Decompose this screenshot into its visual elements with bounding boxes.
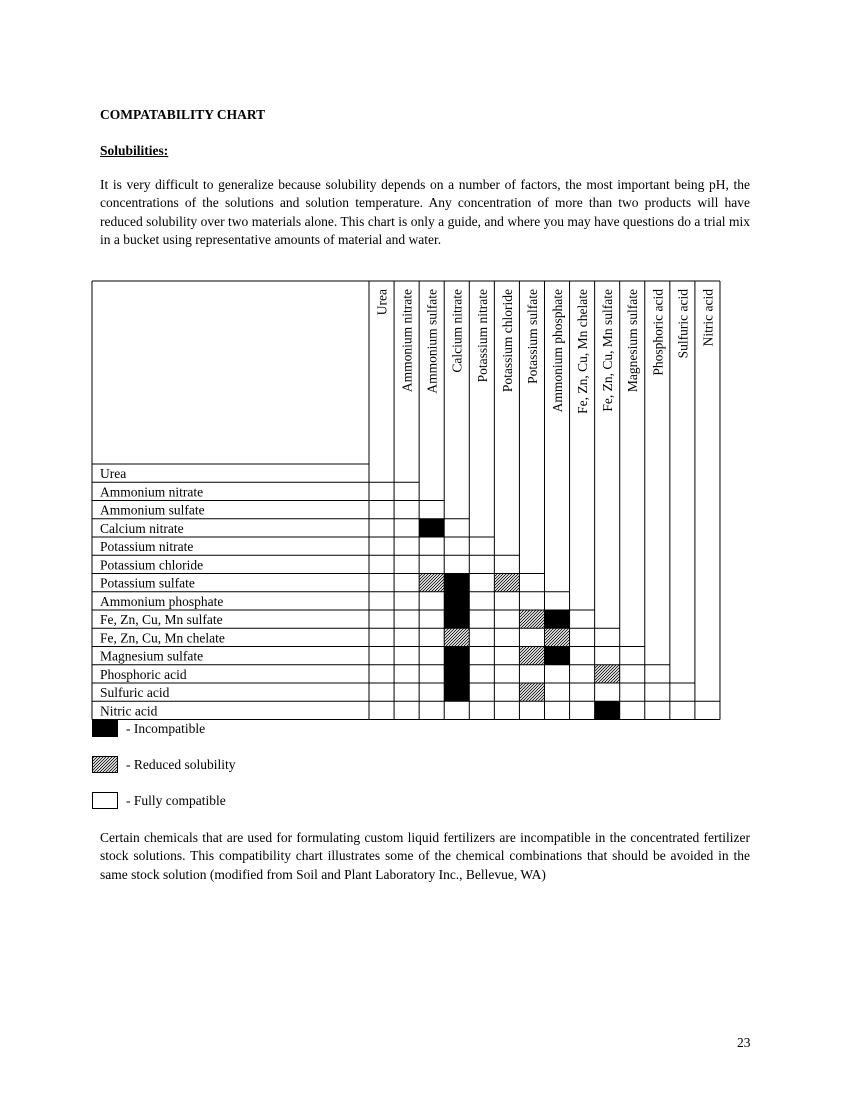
row-label: Ammonium phosphate <box>100 593 224 609</box>
reduced-cell <box>595 665 620 683</box>
column-label: Potassium chloride <box>499 289 515 393</box>
page-number: 23 <box>737 1035 751 1050</box>
legend-reduced-label: - Reduced solubility <box>126 757 236 772</box>
incompatible-cell <box>544 647 569 665</box>
reduced-cell <box>494 574 519 592</box>
row-label: Phosphoric acid <box>100 666 187 682</box>
column-label: Calcium nitrate <box>449 289 465 373</box>
row-label: Potassium chloride <box>100 557 204 573</box>
column-label: Sulfuric acid <box>675 289 691 359</box>
page-title: COMPATABILITY CHART <box>100 107 266 122</box>
reduced-cell <box>519 647 544 665</box>
row-label: Ammonium sulfate <box>100 502 205 518</box>
incompatible-cell <box>444 647 469 665</box>
column-label: Ammonium phosphate <box>550 289 566 413</box>
row-label: Potassium sulfate <box>100 575 195 591</box>
row-label: Fe, Zn, Cu, Mn chelate <box>100 630 225 646</box>
column-label: Magnesium sulfate <box>625 289 641 393</box>
compatible-swatch <box>92 792 118 809</box>
incompatible-swatch <box>92 720 118 737</box>
reduced-cell <box>444 628 469 646</box>
incompatible-cell <box>444 683 469 701</box>
column-label: Fe, Zn, Cu, Mn chelate <box>575 289 591 414</box>
incompatible-cell <box>444 665 469 683</box>
row-label: Magnesium sulfate <box>100 648 204 664</box>
reduced-cell <box>544 628 569 646</box>
section-heading: Solubilities: <box>100 143 169 158</box>
reduced-cell <box>519 683 544 701</box>
incompatible-cell <box>595 701 620 719</box>
footer-paragraph: Certain chemicals that are used for formulating custom liquid fertilizers are incompatible in the concentrated fertilizer stock solutions. This compatibility chart illustrates some of the chemical combinations that should be avoided in the same stock solution (modified from Soil and Plant Laboratory Inc., Bellevue, WA) <box>100 830 750 882</box>
column-label: Potassium nitrate <box>474 289 490 383</box>
reduced-cell <box>419 574 444 592</box>
reduced-swatch <box>92 756 118 773</box>
incompatible-cell <box>444 610 469 628</box>
incompatible-cell <box>444 592 469 610</box>
row-label: Sulfuric acid <box>100 685 170 700</box>
column-label: Potassium sulfate <box>524 289 540 384</box>
row-label: Calcium nitrate <box>100 520 184 536</box>
row-label: Potassium nitrate <box>100 539 194 554</box>
row-label: Ammonium nitrate <box>100 484 204 500</box>
column-label: Urea <box>374 289 390 316</box>
legend-compatible-label: - Fully compatible <box>126 793 226 808</box>
intro-paragraph: It is very difficult to generalize because solubility depends on a number of factors, the most important being pH, the concentrations of the solutions and solution temperature. Any concentration of more than two products will have reduced solubility over two materials alone. This chart is only a guide, and where you may have questions do a trial mix in a bucket using representative amounts of material and water. <box>100 177 750 248</box>
row-label: Urea <box>100 466 127 481</box>
incompatible-cell <box>444 574 469 592</box>
incompatible-cell <box>544 610 569 628</box>
column-label: Phosphoric acid <box>650 289 666 376</box>
legend-incompatible-label: - Incompatible <box>126 721 206 736</box>
row-label: Fe, Zn, Cu, Mn sulfate <box>100 612 223 627</box>
column-label: Nitric acid <box>700 289 716 347</box>
column-label: Ammonium nitrate <box>399 288 415 393</box>
column-label: Ammonium sulfate <box>424 289 440 394</box>
row-label: Nitric acid <box>100 703 158 719</box>
reduced-cell <box>519 610 544 628</box>
column-label: Fe, Zn, Cu, Mn sulfate <box>600 289 616 412</box>
incompatible-cell <box>419 519 444 537</box>
